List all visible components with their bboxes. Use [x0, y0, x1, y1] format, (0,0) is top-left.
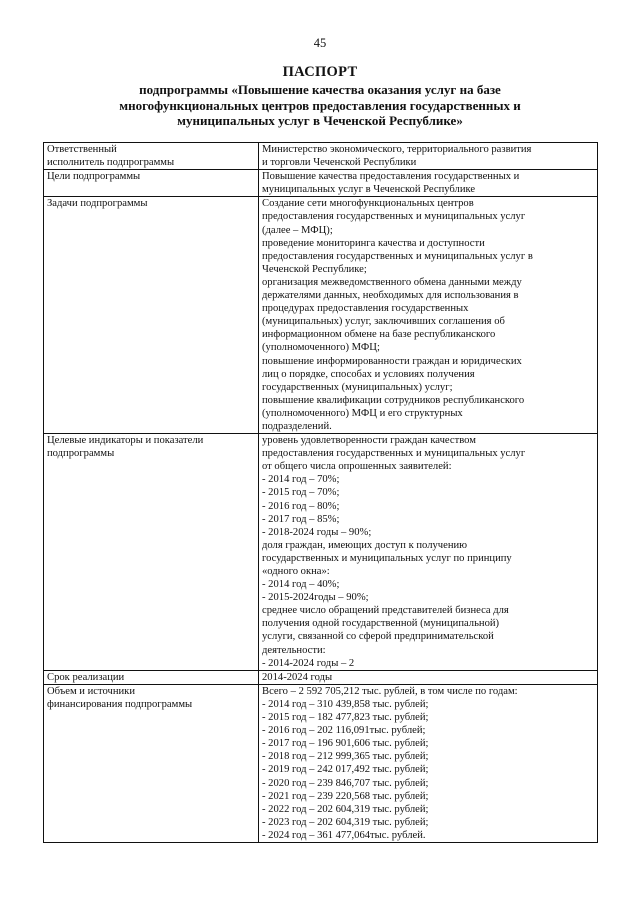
row-value-line: - 2015 год – 70%; [262, 487, 340, 499]
row-value-cell [259, 143, 598, 170]
row-value-line: государственных (муниципальных) услуг; [262, 381, 453, 393]
row-value-line: - 2018 год – 212 999,365 тыс. рублей; [262, 751, 429, 763]
row-value-line: - 2024 год – 361 477,064тыс. рублей. [262, 829, 426, 841]
row-value-line: - 2015 год – 182 477,823 тыс. рублей; [262, 712, 429, 724]
row-value-line: - 2014-2024 годы – 2 [262, 657, 355, 669]
row-value-line: (уполномоченного) МФЦ и его структурных [262, 407, 463, 419]
row-value-line: организация межведомственного обмена данными между [262, 276, 522, 288]
document-title: ПАСПОРТ [282, 64, 358, 80]
row-value-line: «одного окна»: [262, 566, 330, 577]
passport-table-body [44, 143, 598, 843]
row-value-line: держателями данных, необходимых для использования в [262, 290, 519, 302]
row-value-line: - 2022 год – 202 604,319 тыс. рублей; [262, 803, 429, 815]
row-value-line: от общего числа опрошенных заявителей: [262, 461, 452, 473]
row-value-line: получения одной государственной (муниципальной) [262, 618, 500, 630]
row-value-line: информационном обмене на базе республиканского [262, 329, 496, 341]
row-label-line: Задачи подпрограммы [47, 198, 148, 210]
page-number: 45 [313, 36, 327, 50]
row-value-line: - 2014 год – 40%; [262, 579, 340, 591]
row-value-line: - 2019 год – 242 017,492 тыс. рублей; [262, 764, 429, 776]
row-value-line: - 2014 год – 70%; [262, 474, 340, 486]
row-value-line: повышение квалификации сотрудников республиканского [262, 394, 525, 406]
row-value-line: доля граждан, имеющих доступ к получению [262, 539, 468, 551]
subtitle-line: многофункциональных центров предоставления государственных и [119, 97, 521, 113]
row-value-line: (далее – МФЦ); [262, 224, 333, 236]
row-value-line: - 2018-2024 годы – 90%; [262, 526, 372, 538]
row-label-line: подпрограммы [47, 448, 115, 460]
row-value-line: Повышение качества предоставления государственных и [262, 171, 520, 183]
row-label-line: Объем и источники [47, 685, 135, 697]
row-value-line: лиц о порядке, способах и условиях получения [262, 368, 475, 380]
row-value-line: - 2020 год – 239 846,707 тыс. рублей; [262, 777, 429, 789]
row-label-line: Срок реализации [47, 671, 125, 683]
table-row [44, 170, 598, 197]
row-value-line: (муниципальных) услуг, заключивших соглашения об [262, 316, 505, 328]
row-value-line: 2014-2024 годы [262, 671, 333, 683]
row-value-line: - 2017 год – 196 901,606 тыс. рублей; [262, 738, 429, 750]
row-value-line: государственных и муниципальных услуг по принципу [262, 552, 512, 564]
row-value-line: повышение информированности граждан и юридических [262, 355, 522, 367]
row-value-line: - 2016 год – 202 116,091тыс. рублей; [262, 725, 426, 737]
row-label-cell [44, 170, 259, 197]
row-value-line: деятельности: [262, 644, 326, 656]
row-value-line: - 2021 год – 239 220,568 тыс. рублей; [262, 790, 429, 802]
row-value-line: - 2015-2024годы – 90%; [262, 592, 369, 604]
subtitle-line: подпрограммы «Повышение качества оказания услуг на базе [139, 82, 501, 97]
row-value-line: Чеченской Республике; [262, 263, 367, 275]
row-value-cell [259, 170, 598, 197]
row-value-line: услуги, связанной со сферой предпринимательской [262, 631, 494, 643]
row-label-line: Целевые индикаторы и показатели [47, 435, 204, 447]
row-label-cell [44, 670, 259, 684]
row-value-line: среднее число обращений представителей бизнеса для [262, 605, 509, 617]
row-value-line: (уполномоченного) МФЦ; [262, 342, 380, 354]
row-value-line: подразделений. [262, 420, 332, 432]
subtitle-line: муниципальных услуг в Чеченской Республике» [177, 113, 463, 128]
row-value-line: предоставления государственных и муниципальных услуг [262, 448, 526, 460]
row-label-cell [44, 143, 259, 170]
row-label-line: исполнитель подпрограммы [47, 157, 175, 169]
document-subtitle [60, 82, 580, 129]
table-row [44, 670, 598, 684]
row-value-line: проведение мониторинга качества и доступности [262, 237, 485, 249]
row-value-line: - 2014 год – 310 439,858 тыс. рублей; [262, 698, 429, 710]
table-row [44, 143, 598, 170]
row-value-line: - 2016 год – 80%; [262, 500, 340, 512]
row-value-line: Всего – 2 592 705,212 тыс. рублей, в том числе по годам: [262, 685, 518, 697]
row-value-cell [259, 434, 598, 671]
row-label-cell [44, 197, 259, 434]
row-value-line: - 2023 год – 202 604,319 тыс. рублей; [262, 816, 429, 828]
row-value-line: муниципальных услуг в Чеченской Республике [262, 184, 476, 196]
row-value-line: - 2017 год – 85%; [262, 513, 340, 525]
row-value-cell [259, 670, 598, 684]
row-value-line: процедурах предоставления государственных [262, 303, 469, 315]
row-value-line: и торговли Чеченской Республики [262, 157, 417, 169]
row-value-line: предоставления государственных и муниципальных услуг в [262, 250, 533, 262]
row-label-line: финансирования подпрограммы [47, 698, 193, 710]
row-value-line: Министерство экономического, территориального развития [262, 144, 532, 155]
row-value-line: Создание сети многофункциональных центров [262, 198, 474, 210]
row-value-line: предоставления государственных и муниципальных услуг [262, 211, 526, 223]
row-label-cell [44, 684, 259, 842]
row-label-cell [44, 434, 259, 671]
row-value-line: уровень удовлетворенности граждан качеством [262, 435, 476, 447]
row-label-line: Ответственный [47, 144, 117, 155]
row-value-cell [259, 684, 598, 842]
row-label-line: Цели подпрограммы [47, 171, 141, 183]
passport-table [43, 142, 598, 843]
table-row [44, 684, 598, 842]
row-value-cell [259, 197, 598, 434]
table-row [44, 434, 598, 671]
table-row [44, 197, 598, 434]
